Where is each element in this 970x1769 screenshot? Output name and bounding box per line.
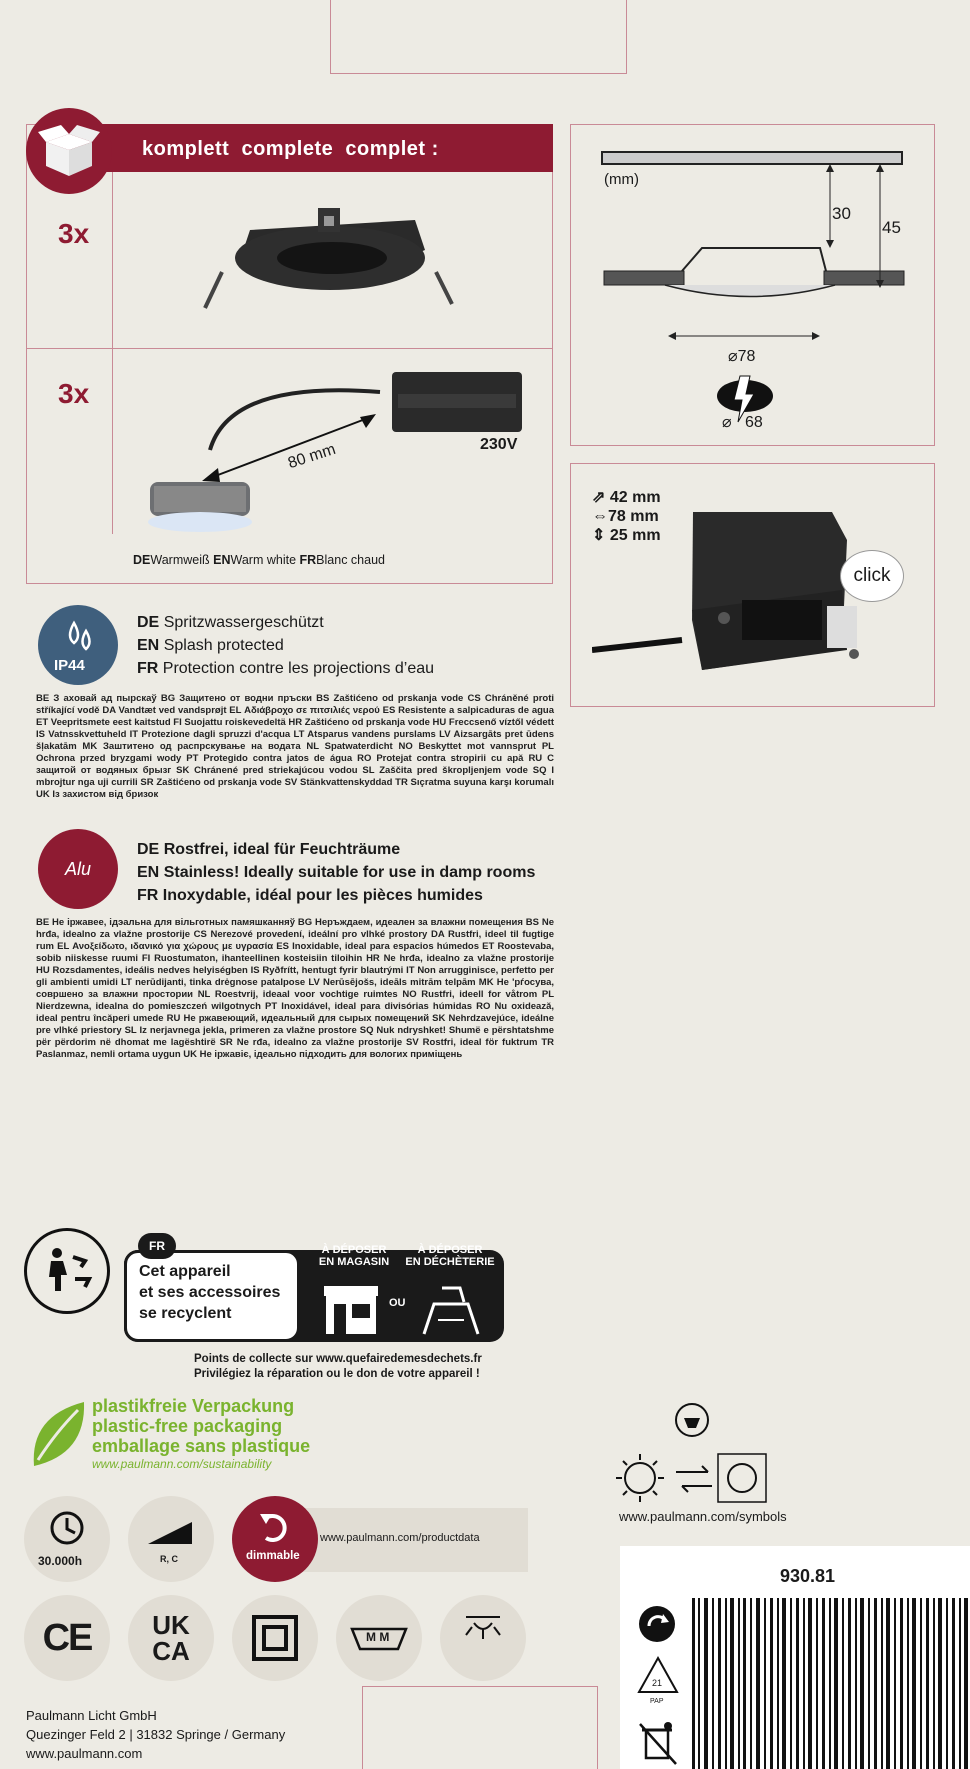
height-total: 45 [882, 218, 901, 237]
or-label: OU [389, 1297, 406, 1309]
plastic-free-text: plastikfreie Verpackung plastic-free packaging emballage sans plastique www.paulmann.com/sustainability [92, 1396, 311, 1471]
diameter: ⌀78 [728, 348, 756, 365]
rc-symbol [128, 1496, 214, 1582]
barcode [690, 1598, 970, 1769]
alu-translations: BE Не іржавее, ідэальна для вільготных памяшканняў BG Неръждаем, идеален за влажни помещения BS Ne hrđa, idealno za vlažne prostorije CS Nerezové provedení, ideální pro vlhké prostory DA Rustfri, ideel til fugtige rum EL Ανοξείδωτο, ιδανικό για χώρους με υγρασία ES Inoxidable, ideal para espacios húmedos ET Roostevaba, sobib niiskesse ruumi FI Ruostumaton, ihanteellinen kosteisiin tiloihin HR Ne hrđa, idealno za vlažne prostorije HU Rozsdamentes, ideális nedves helyiségben IS Ryðfrítt, hentugt fyrir blautrými IT Non arrugginisce, perfetto per gli ambienti umidi LT nerūdijanti, tinka drėgnose patalpose LV Nerūsējošs, ideāls mitrām telpām MK Не 'рѓосува, совршено за влажни простории NL Roestvrij, ideaal voor vochtige ruimtes NO Rustfri, ideell for våtrom PL Nierdzewna, idealna do pomieszczeń wilgotnych PT Inoxidável, ideal para divisórias húmidas RO Nu oxidează, ideal pentru încăperi umede RU Не ржавеющий, идеальный для сырых помещений SK Nehrdzavejúce, ideálne pre vlhké priestory SL Iz nerjavnega jekla, primeren za vlažne prostore SQ Nuk ndryshket! Shumë e përshtatshme për përdorim në dhomat me lagështirë SR Ne rđa, idealno za vlažne prostorije SV Rostfri, ideal för fuktrum TR Paslanmaz, nemli ortama uygun UK Не іржавіє, ідеально підходить для вологих приміщень [36, 917, 554, 1060]
country-badge: FR [138, 1233, 176, 1259]
recycle-code: 21 [652, 1678, 663, 1688]
height-inner: 30 [832, 204, 851, 223]
symbols-url: www.paulmann.com/symbols [619, 1509, 787, 1524]
complete-label: komplett complete complet : [142, 138, 439, 160]
recycle-sub: PAP [650, 1698, 664, 1705]
unit-label: (mm) [604, 171, 639, 188]
package-icon [26, 108, 112, 194]
lamp-rays-icon [440, 1595, 526, 1681]
dimmer-icon [232, 1496, 318, 1556]
cable-length: 80 mm [286, 440, 338, 473]
qty-row-1: 3x [58, 218, 90, 249]
mm-label: M M [366, 1630, 390, 1644]
dimmable-symbol [232, 1496, 318, 1582]
alu-badge [38, 829, 118, 909]
recycle-arrows-icon [637, 1604, 677, 1644]
cutout-label: ⌀ 68 [722, 414, 763, 431]
company-info: Paulmann Licht GmbH Quezinger Feld 2 | 31832 Springe / Germany www.paulmann.com [26, 1708, 286, 1761]
divider-horizontal [26, 348, 553, 349]
recycle-text-box: Cet appareil et ses accessoires se recyclent [124, 1250, 300, 1342]
color-temp-line: DEWarmweiß ENWarm white FRBlanc chaud [133, 553, 385, 567]
top-cutout-frame [330, 0, 627, 74]
alu-lines: DE Rostfrei, ideal für Feuchträume EN Stainless! Ideally suitable for use in damp rooms FR Inoxydable, idéal pour les pièces humides [137, 841, 536, 904]
box-icon-circle [26, 108, 112, 194]
wedge-icon [128, 1496, 214, 1556]
clock-icon [24, 1496, 110, 1556]
store-title: À DÉPOSER EN MAGASIN [318, 1244, 390, 1268]
class2-symbol [232, 1595, 318, 1681]
led-module-illustration [140, 370, 540, 540]
ip44-label: IP44 [54, 657, 85, 674]
weee-bin-icon [636, 1718, 680, 1768]
productdata-url: www.paulmann.com/productdata [320, 1532, 480, 1544]
dump-title: À DÉPOSER EN DÉCHÈTERIE [405, 1244, 495, 1268]
click-label: click [853, 565, 891, 586]
ip-translations: BE З ахoвай ад пырскаў BG Защитено от водни пръски BS Zaštićeno od prskanja vode CS Chráněné proti stříkající vodě DA Vandtæt ved vandsprøjt EL Αδιάβροχο σε πιτσιλιές νερού ES Resistente a salpicaduras de agua ET Veepritsmete eest kaitstud FI Suojattu roiskevedeltä HR Zaštićeno od prskanja vode HU Freccsenő víztől védett IS Vatnsskvettuheld IT Protezione dagli spruzzi d'acqua LT Atsparus vandens purslams LV Aizsargāts pret ūdens šļakatām MK Заштитено од распрскување на водата NL Spatwaterdicht NO Beskyttet mot vannsprut PL Ochrona przed bryzgami wody PT Protegido contra jatos de água RO Protejat contra stropirii cu apă RU С защитой от водяных брызг SK Chránené pred striekajúcou vodou SL Zaščita pred škropljenjem vode SQ I mbrojtur nga uji currili SR Zaštićeno od prskanja vode SV Stänkvattenskyddad TR Sıçratma suyuna karşı korumalı UK Із захистом від бризок [36, 693, 554, 800]
lifetime-label: 30.000h [38, 1554, 83, 1568]
ce-symbol: CE [24, 1595, 110, 1681]
paper-recycle-icon [635, 1654, 681, 1700]
bottom-cutout-frame [362, 1686, 598, 1769]
click-bubble [840, 550, 904, 602]
insulation-symbol [440, 1595, 526, 1681]
ukca-symbol: UK CA [128, 1595, 214, 1681]
divider-vertical [112, 172, 113, 534]
mm-symbol [336, 1595, 422, 1681]
dimension-drawing [590, 140, 930, 440]
rc-label: R, C [160, 1554, 178, 1564]
dimmable-label: dimmable [246, 1550, 300, 1562]
store-icon [320, 1280, 382, 1336]
replaceable-light-icon [612, 1402, 782, 1512]
lifetime-symbol [24, 1496, 110, 1582]
downlight-frame-illustration [200, 200, 460, 320]
leaf-icon [26, 1396, 90, 1470]
driver-dimensions: ⇗ 42 mm ⇔78 mm ⇕ 25 mm [592, 489, 661, 544]
qty-row-2: 3x [58, 378, 90, 409]
ip-lines: DE Spritzwassergeschützt EN Splash protected FR Protection contre les projections d’eau [137, 614, 435, 677]
double-square-icon [232, 1595, 318, 1681]
dump-icon [420, 1280, 482, 1336]
person-recycle-icon [27, 1231, 107, 1311]
article-number: 930.81 [780, 1566, 836, 1586]
voltage-label: 230V [480, 436, 518, 453]
recycle-note: Points de collecte sur www.quefairedemesdechets.fr Privilégiez la réparation ou le don de votre appareil ! [194, 1353, 482, 1380]
triman-icon [24, 1228, 110, 1314]
alu-label: Alu [64, 858, 91, 879]
ip44-badge [38, 605, 118, 685]
